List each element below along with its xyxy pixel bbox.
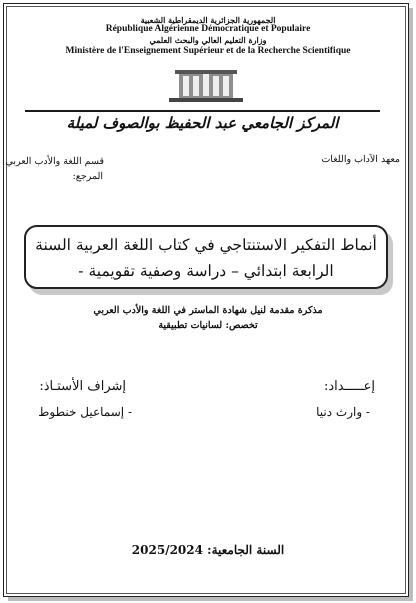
university-logo — [165, 64, 247, 104]
specialty: تخصص: لسانيات تطبيقية — [158, 320, 258, 331]
university-name: المركز الجامعي عبد الحفيظ بوالصوف لميلة — [66, 114, 339, 132]
student-name: - وارث دنيا — [316, 405, 370, 419]
academic-year: السنة الجامعية: 2025/2024 — [131, 543, 285, 557]
reference-label: المرجع: — [72, 171, 103, 182]
thesis-title-line2: الرابعة ابتدائي – دراسة وصفية تقويمية - — [78, 262, 334, 280]
republic-arabic: الجمهورية الجزائرية الديمقراطية الشعبية — [140, 15, 276, 25]
supervision-label: إشراف الأستـاذ: — [39, 379, 126, 394]
title-box — [24, 225, 388, 289]
institute-label: معهد الآداب واللغات — [321, 154, 400, 165]
ministry-arabic: وزارة التعليم العالي والبحث العلمي — [149, 35, 267, 45]
page-shadow-right — [409, 8, 413, 600]
supervisor-name: - إسماعيل خنطوط — [38, 405, 132, 419]
republic-french: République Algérienne Démocratique et Populaire — [105, 24, 311, 34]
header-rule — [25, 110, 380, 112]
thesis-title-line1: أنماط التفكير الاستنتاجي في كتاب اللغة العربية السنة — [35, 236, 377, 254]
page-shadow-bottom — [8, 597, 413, 601]
ministry-french: Ministère de l'Enseignement Supérieur et de la Recherche Scientifique — [65, 46, 351, 56]
memo-description: مذكرة مقدمة لنيل شهادة الماستر في اللغة والأدب العربي — [93, 305, 323, 316]
department-label: قسم اللغة والأدب العربي — [5, 156, 104, 167]
prepared-by-label: إعـــــداد: — [323, 379, 375, 394]
